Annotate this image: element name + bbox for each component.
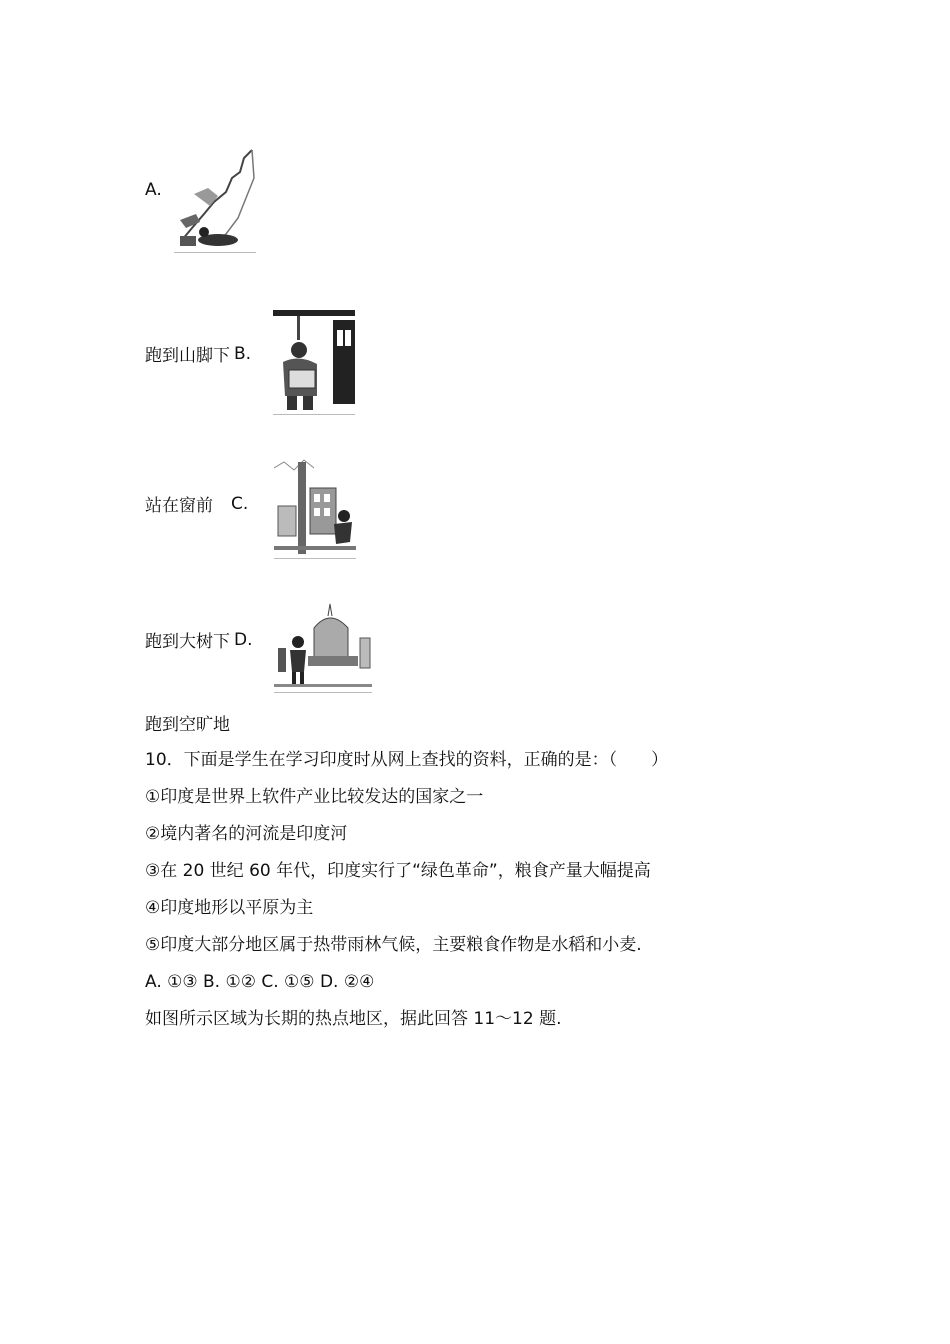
- question-10-item: ②境内著名的河流是印度河: [145, 824, 348, 844]
- option-a-letter: A.: [145, 180, 162, 200]
- question-10-item: ⑤印度大部分地区属于热带雨林气候，主要粮食作物是水稻和小麦.: [145, 935, 642, 955]
- question-10-answers: A. ①③ B. ①② C. ①⑤ D. ②④: [145, 972, 375, 992]
- option-d-letter: D.: [234, 629, 253, 650]
- option-a-row: [145, 180, 162, 200]
- option-d-caption: 跑到空旷地: [145, 715, 230, 735]
- questions-11-12-intro: 如图所示区域为长期的热点地区，据此回答 11～12 题.: [145, 1009, 562, 1029]
- option-b-prefix: 跑到山脚下: [145, 346, 230, 366]
- option-d-prefix: 跑到大树下: [145, 632, 230, 652]
- option-b-illustration: [273, 310, 355, 415]
- question-10-item: ③在 20 世纪 60 年代，印度实行了“绿色革命”，粮食产量大幅提高: [145, 861, 651, 881]
- option-b-row: [145, 341, 251, 366]
- option-d-row: [145, 627, 253, 652]
- option-d-illustration: [274, 598, 372, 693]
- question-10-stem: 10．下面是学生在学习印度时从网上查找的资料，正确的是：（ ）: [145, 750, 669, 770]
- option-c-prefix: 站在窗前: [145, 496, 213, 516]
- option-c-row: [145, 491, 248, 516]
- question-10-item: ④印度地形以平原为主: [145, 898, 314, 918]
- question-10-item: ①印度是世界上软件产业比较发达的国家之一: [145, 787, 484, 807]
- option-c-illustration: [274, 458, 356, 559]
- option-b-letter: B.: [234, 343, 252, 364]
- option-c-letter: C.: [231, 493, 249, 514]
- option-a-illustration: [174, 148, 256, 253]
